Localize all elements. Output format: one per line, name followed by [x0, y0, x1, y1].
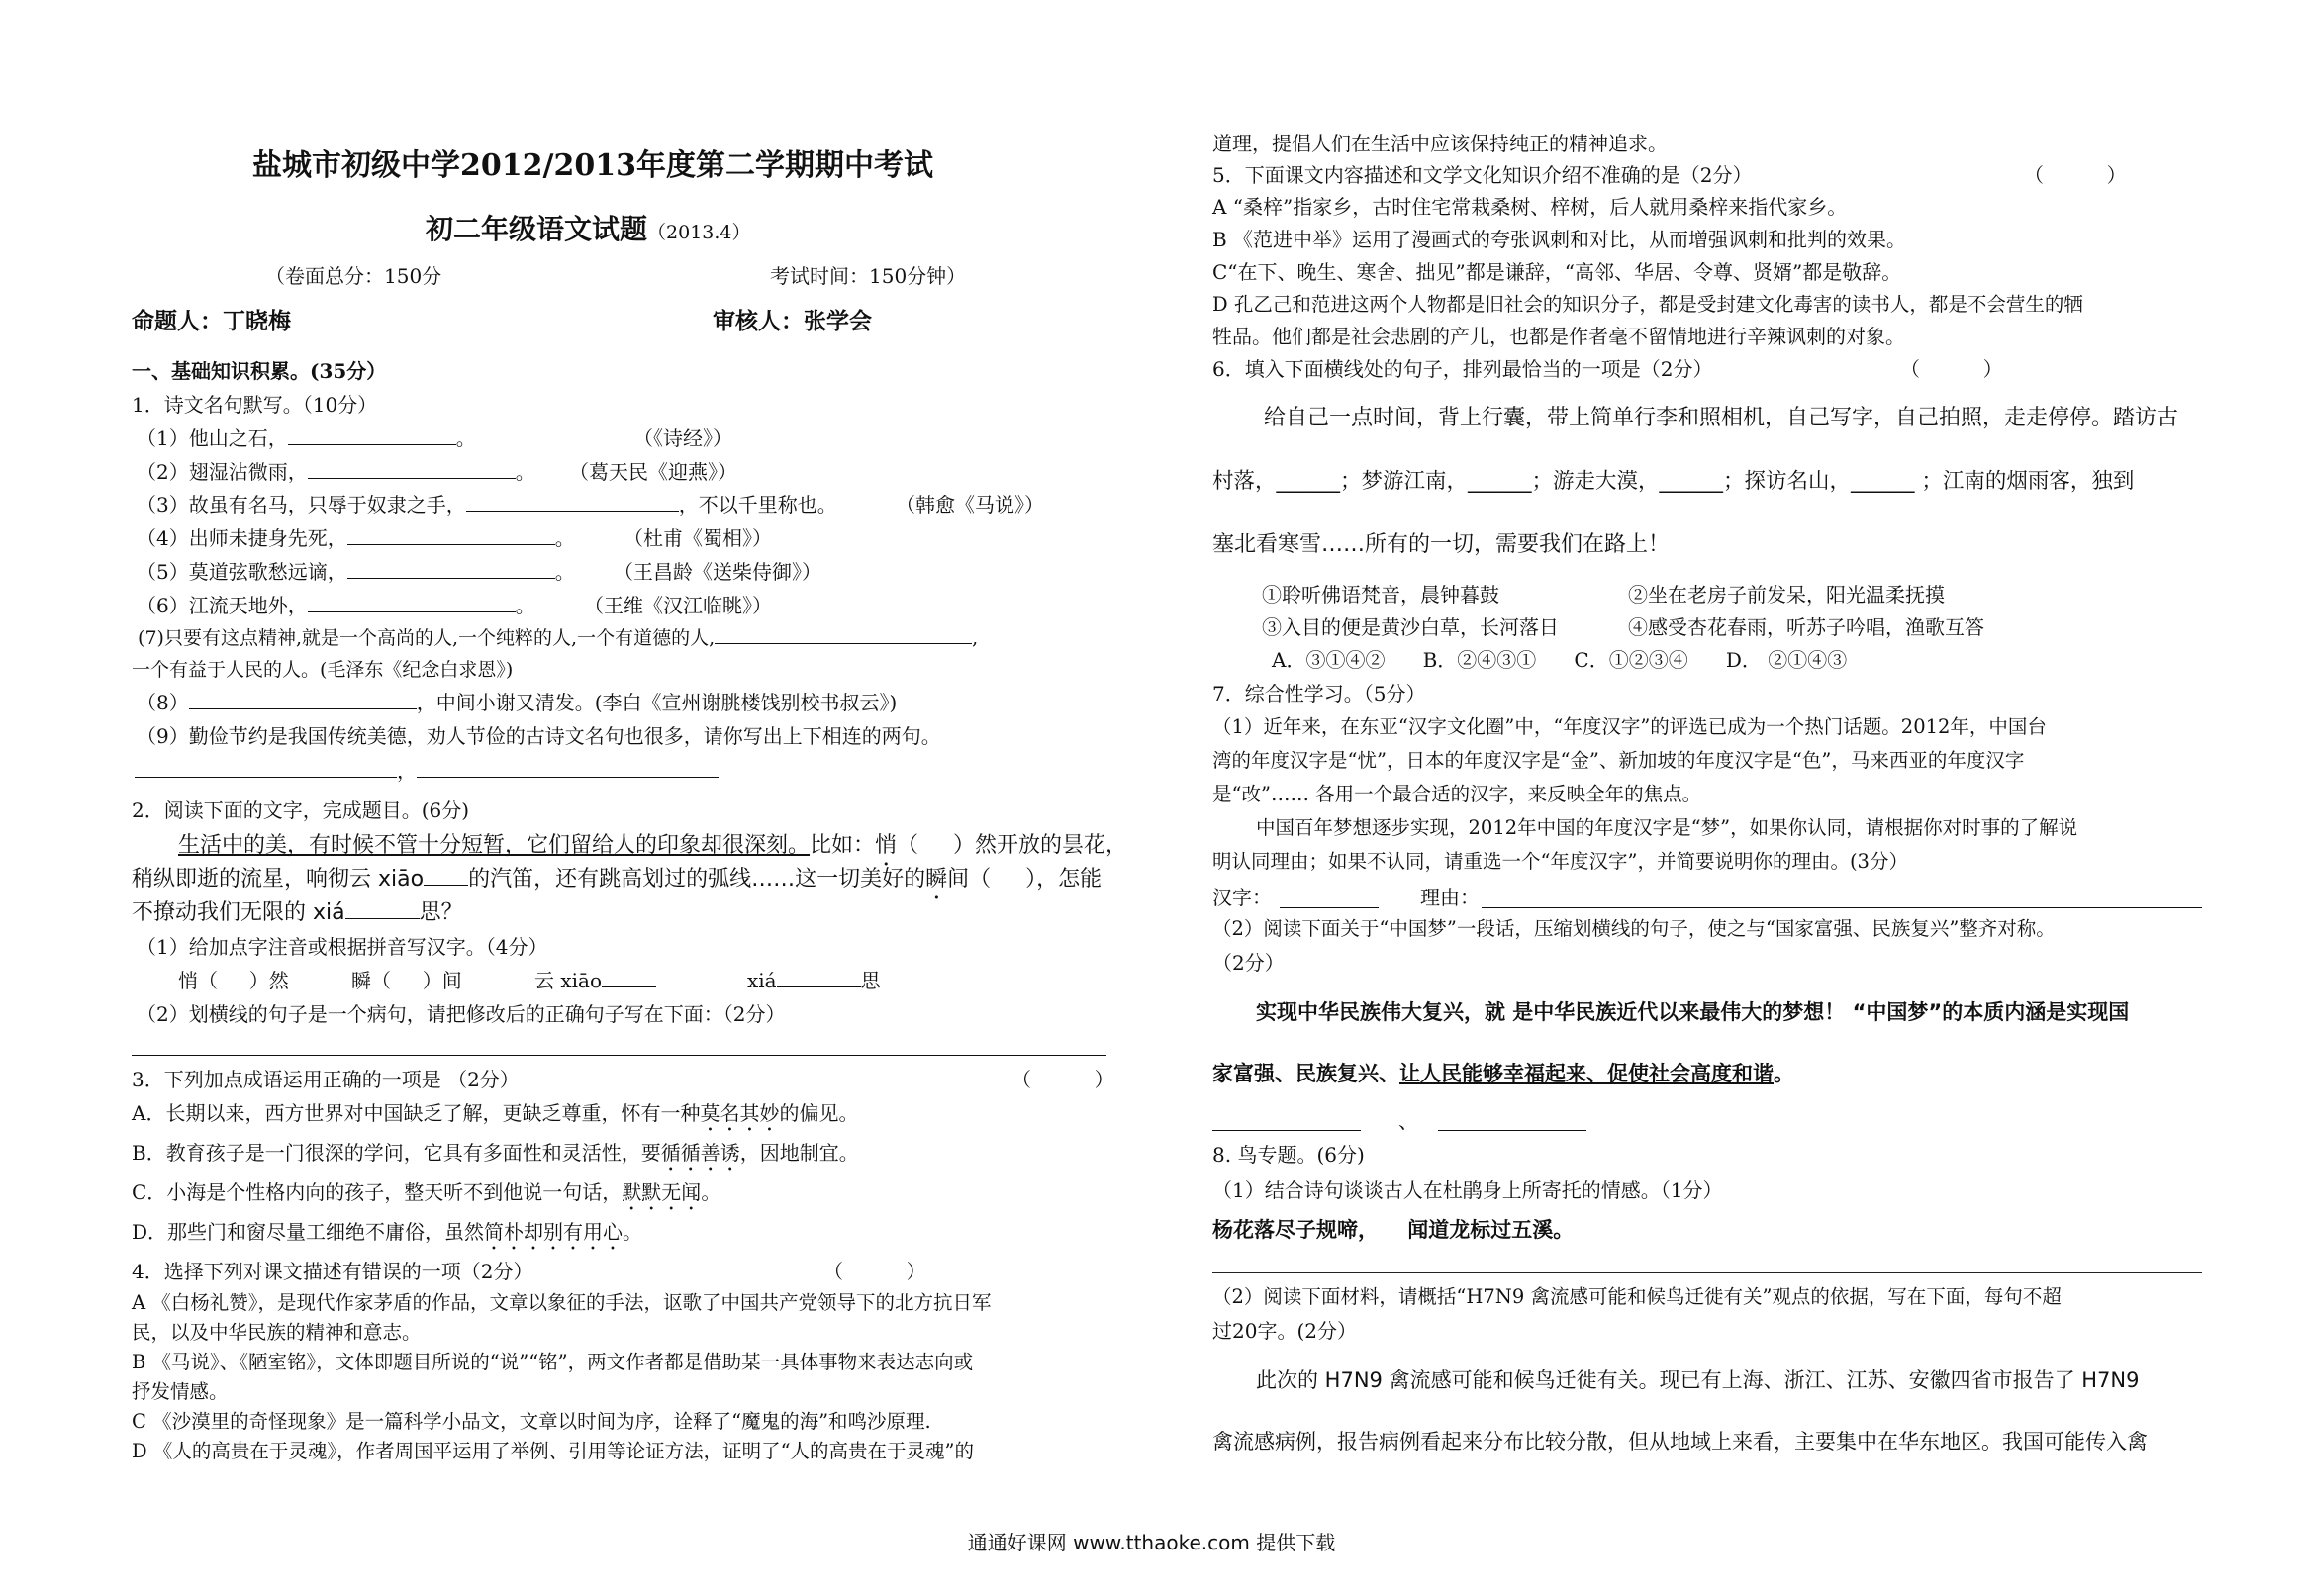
- q7-hanzi-blank: [1280, 907, 1379, 908]
- q8-material-2: 禽流感病例，报告病例看起来分布比较分散，但从地域上来看，主要集中在华东地区。我国可能传入禽: [1212, 1430, 2148, 1454]
- q2-sub1-item-c: 云 xiāo: [534, 968, 656, 993]
- right-column: [1173, 0, 2303, 1596]
- q4-paren: （ ）: [823, 1260, 926, 1283]
- q4-heading: 4．选择下列对课文描述有错误的一项（2分）: [132, 1260, 533, 1283]
- q3-option-b: B．教育孩子是一门很深的学问，它具有多面性和灵活性，要循循善诱，因地制宜。: [132, 1141, 859, 1165]
- q2-passage-1: 生活中的美，有时候不管十分短暂，它们留给人的印象却很深刻。比如：悄（ ）然开放的昙花，: [178, 833, 1128, 858]
- q4-option-a: A 《白杨礼赞》，是现代作家茅盾的作品，文章以象征的手法，讴歌了中国共产党领导下的北方抗日军: [132, 1291, 992, 1314]
- q6-item-3: ③入目的便是黄沙白草，长河落日: [1262, 615, 1559, 639]
- exam-date: （2013.4）: [647, 222, 751, 243]
- q5-option-c: C“在下、晚生、寒舍、拙见”都是谦辞，“高邻、华居、令尊、贤婿”都是敬辞。: [1212, 260, 1902, 284]
- q4-option-d: D 《人的高贵在于灵魂》，作者周国平运用了举例、引用等论证方法，证明了“人的高贵在于灵魂”的: [132, 1440, 975, 1462]
- q7-sub2: （2）阅读下面关于“中国梦”一段话，压缩划横线的句子，使之与“国家富强、民族复兴”整齐对称。: [1212, 917, 2056, 940]
- author: 命题人：丁晓梅: [132, 309, 291, 334]
- q1-line7: (7)只要有这点精神,就是一个高尚的人,一个纯粹的人,一个有道德的人, ,: [132, 627, 979, 649]
- total-score: （卷面总分：150分: [265, 264, 442, 288]
- page-footer: 通通好课网 www.tthaoke.com 提供下载: [967, 1531, 1336, 1554]
- q4-option-d-cont: 道理，提倡人们在生活中应该保持纯正的精神追求。: [1212, 132, 1668, 155]
- q1-line5: （5）莫道弦歌愁远谪， 。: [137, 560, 575, 584]
- q2-passage-2: 稍纵即逝的流星，响彻云 xiāo 的汽笛，还有跳高划过的弧线……这一切美好的瞬间（ ），怎能: [132, 867, 1103, 892]
- q1-line6-source: （王维《汉江临眺》）: [584, 594, 772, 617]
- q6-item-1: ①聆听佛语梵音，晨钟暮鼓: [1262, 583, 1499, 607]
- q1-heading: 1．诗文名句默写。（10分）: [132, 393, 378, 417]
- q5-option-d-cont: 牲品。他们都是社会悲剧的产儿，也都是作者毫不留情地进行辛辣讽刺的对象。: [1212, 325, 1905, 348]
- q7-reason-blank: [1482, 907, 2202, 908]
- q1-line4: （4）出师未捷身先死， 。: [137, 526, 575, 550]
- q1-line9-blanks: ，: [135, 758, 719, 784]
- q7-compress-blank-2: [1438, 1130, 1586, 1131]
- q7-separator: 、: [1398, 1109, 1418, 1133]
- q7-para-5: 明认同理由；如果不认同，请重选一个“年度汉字”，并简要说明你的理由。(3分）: [1212, 850, 1908, 873]
- q6-passage-2: 村落，______；梦游江南，______；游走大漠，______；探访名山，______ ；江南的烟雨客，独到: [1212, 469, 2135, 494]
- q4-option-c: C 《沙漠里的奇怪现象》是一篇科学小品文，文章以时间为序，诠释了“魔鬼的海”和鸣沙原理.: [132, 1410, 931, 1433]
- q7-dream-passage-2: 家富强、民族复兴、让人民能够幸福起来、促使社会高度和谐。: [1212, 1062, 1794, 1085]
- q5-paren: （ ）: [2024, 163, 2127, 187]
- q2-sub1-item-a: 悄（ ）然: [178, 969, 289, 992]
- q7-reason-label: 理由：: [1420, 886, 1480, 909]
- q4-option-b: B 《马说》、《陋室铭》，文体即题目所说的“说”“铭”，两文作者都是借助某一具体事物来表达志向或: [132, 1351, 974, 1373]
- q6-passage-3: 塞北看寒雪……所有的一切，需要我们在路上！: [1212, 532, 1671, 557]
- q7-para-4: 中国百年梦想逐步实现，2012年中国的年度汉字是“梦”，如果你认同，请根据你对时事的了解说: [1256, 816, 2078, 839]
- q7-para-3: 是“改”…… 各用一个最合适的汉字，来反映全年的焦点。: [1212, 783, 1702, 805]
- q1-line2: （2）翅湿沾微雨， 。: [137, 460, 535, 484]
- q7-heading: 7．综合性学习。（5分）: [1212, 682, 1426, 705]
- q5-option-a: A “桑梓”指家乡，古时住宅常栽桑树、梓树，后人就用桑梓来指代家乡。: [1212, 195, 1848, 219]
- exam-title: 盐城市初级中学2012/2013年度第二学期期中考试: [252, 148, 933, 183]
- q4-option-a-cont: 民，以及中华民族的精神和意志。: [132, 1321, 422, 1344]
- q5-heading: 5．下面课文内容描述和文学文化知识介绍不准确的是（2分）: [1212, 163, 1753, 187]
- q6-heading: 6．填入下面横线处的句子，排列最恰当的一项是（2分）: [1212, 357, 1713, 381]
- q1-line2-source: （葛天民《迎燕》）: [569, 460, 737, 484]
- q1-line5-source: （王昌龄《送柴侍御》）: [614, 560, 821, 584]
- q3-option-c: C．小海是个性格内向的孩子，整天听不到他说一句话，默默无闻。: [132, 1180, 721, 1204]
- q2-sub1: （1）给加点字注音或根据拼音写汉字。（4分）: [137, 935, 548, 959]
- q3-option-a: A．长期以来，西方世界对中国缺乏了解，更缺乏尊重，怀有一种莫名其妙的偏见。: [132, 1101, 859, 1125]
- q3-heading: 3．下列加点成语运用正确的一项是 （2分）: [132, 1068, 520, 1091]
- q2-sub1-item-b: 瞬（ ）间: [351, 969, 462, 992]
- q8-sub2-cont: 过20字。(2分）: [1212, 1319, 1357, 1343]
- q2-sub2: （2）划横线的句子是一个病句，请把修改后的正确句子写在下面：（2分）: [137, 1002, 786, 1026]
- q7-hanzi-label: 汉字：: [1212, 886, 1272, 909]
- q6-paren: （ ）: [1900, 357, 2003, 381]
- q2-answer-line: [132, 1055, 1106, 1056]
- q8-sub2: （2）阅读下面材料，请概括“H7N9 禽流感可能和候鸟迁徙有关”观点的依据，写在下面，每句不超: [1212, 1285, 2062, 1308]
- exam-subtitle: [426, 208, 751, 247]
- q1-line3-source: （韩愈《马说》）: [896, 493, 1044, 516]
- q8-heading: 8. 鸟专题。(6分): [1212, 1143, 1365, 1167]
- q2-heading: 2．阅读下面的文字，完成题目。(6分): [132, 798, 470, 822]
- q1-line3: （3）故虽有名马，只辱于奴隶之手， ，不以千里称也。: [137, 493, 837, 516]
- exam-time: 考试时间：150分钟）: [770, 264, 967, 288]
- q7-para-1: （1）近年来，在东亚“汉字文化圈”中，“年度汉字”的评选已成为一个热门话题。2012年，中国台: [1212, 715, 2047, 738]
- q1-line8: （8） ，中间小谢又清发。(李白《宣州谢朓楼饯别校书叔云》): [137, 691, 898, 714]
- reviewer: 审核人：张学会: [713, 309, 872, 334]
- q6-options: A．③①④② B．②④③① C．①②③④ D． ②①④③: [1272, 648, 1848, 672]
- q7-sub2-score: （2分）: [1212, 951, 1285, 975]
- section-1-heading: 一、基础知识积累。(35分）: [132, 359, 387, 383]
- q3-paren: （ ）: [1011, 1068, 1114, 1091]
- q1-line9: （9）勤俭节约是我国传统美德，劝人节俭的古诗文名句也很多，请你写出上下相连的两句。: [137, 724, 941, 748]
- q1-line4-source: （杜甫《蜀相》）: [624, 526, 772, 550]
- q1-line6: （6）江流天地外， 。: [137, 594, 535, 617]
- q6-item-4: ④感受杏花春雨，听苏子吟唱，渔歌互答: [1628, 615, 1984, 639]
- q5-option-b: B 《范进中举》运用了漫画式的夸张讽刺和对比，从而增强讽刺和批判的效果。: [1212, 228, 1907, 251]
- q8-poem: 杨花落尽子规啼， 闻道龙标过五溪。: [1212, 1218, 1575, 1242]
- q2-passage-3: 不撩动我们无限的 xiá 思？: [132, 900, 463, 925]
- q7-para-2: 湾的年度汉字是“忧”，日本的年度汉字是“金”、新加坡的年度汉字是“色”，马来西亚的年度汉字: [1212, 749, 2025, 772]
- q5-option-d: D 孔乙己和范进这两个人物都是旧社会的知识分子，都是受封建文化毒害的读书人，都是不会营生的牺: [1212, 293, 2083, 316]
- q6-passage-1: 给自己一点时间，背上行囊，带上简单行李和照相机，自己写字，自己拍照，走走停停。踏访古: [1264, 406, 2179, 430]
- q7-compress-blank-1: [1212, 1130, 1361, 1131]
- q8-material-1: 此次的 H7N9 禽流感可能和候鸟迁徙有关。现已有上海、浙江、江苏、安徽四省市报告了 H7N9: [1256, 1368, 2140, 1392]
- q4-option-b-cont: 抒发情感。: [132, 1380, 229, 1403]
- q1-line1-source: （《诗经》）: [633, 426, 732, 450]
- q1-line7-cont: 一个有益于人民的人。(毛泽东《纪念白求恩》): [132, 659, 514, 681]
- q8-answer-line: [1212, 1272, 2202, 1273]
- q7-dream-passage-1: 实现中华民族伟大复兴，就 是中华民族近代以来最伟大的梦想！ “中国梦”的本质内涵是实现国: [1256, 1000, 2130, 1024]
- left-column: [0, 0, 1138, 1596]
- q6-item-2: ②坐在老房子前发呆，阳光温柔抚摸: [1628, 583, 1945, 607]
- q2-sub1-item-d: xiá 思: [747, 969, 881, 992]
- subtitle-text: 初二年级语文试题: [426, 213, 648, 245]
- q3-option-d: D．那些门和窗尽量工细绝不庸俗，虽然简朴却别有用心。: [132, 1220, 643, 1244]
- q8-sub1: （1）结合诗句谈谈古人在杜鹃身上所寄托的情感。（1分）: [1212, 1178, 1723, 1202]
- q1-line1: （1）他山之石， 。: [137, 426, 476, 450]
